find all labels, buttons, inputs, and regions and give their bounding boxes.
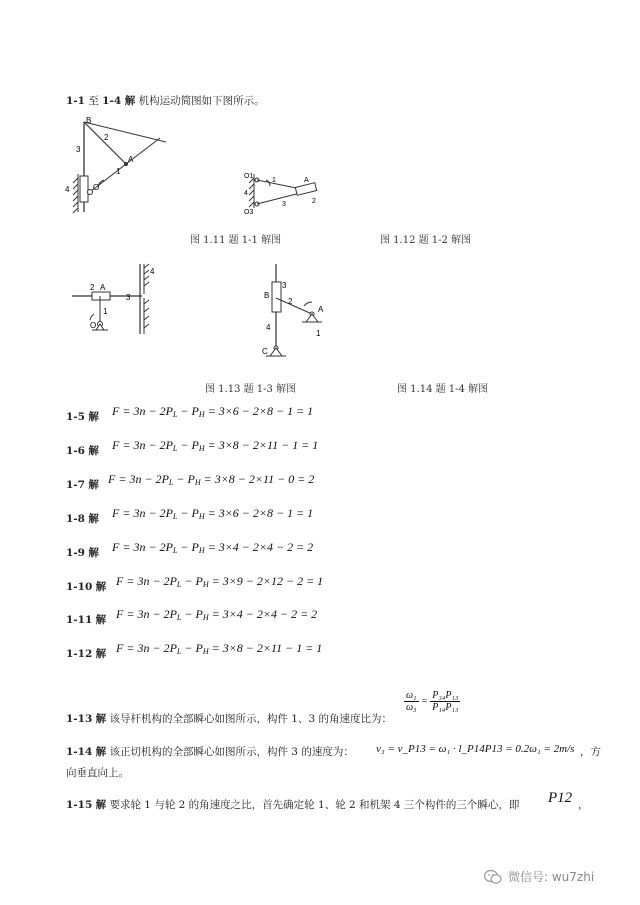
formula-p: P (165, 404, 173, 418)
link-2 (84, 122, 126, 164)
formula-n: n (139, 506, 146, 520)
formula-f: F (112, 404, 120, 418)
formula-sub-h: H (202, 613, 209, 622)
formula-sub-l: L (172, 512, 178, 521)
problem-label: 1-9 (66, 547, 85, 559)
frame-ground-hatch (144, 264, 149, 334)
heading-text: 机构运动简图如下图所示。 (135, 95, 265, 107)
fig14-label-2: 2 (288, 297, 293, 306)
problem-label: 1-5 (66, 411, 85, 423)
fig11-label-o: O (93, 183, 100, 192)
guide-line (84, 122, 166, 142)
watermark (484, 868, 594, 885)
formula-eq: = 3 (119, 506, 140, 520)
formula-sub-l: L (168, 478, 174, 487)
heading-problem-start: 1-1 (66, 95, 85, 107)
fig13-label-3: 3 (126, 293, 131, 302)
formula-minus2: − 2 (145, 540, 166, 554)
dof-formula (116, 574, 323, 589)
formula-calculation: = 3×6 − 2×8 − 1 = 1 (207, 506, 314, 520)
problem-label: 1-12 (66, 648, 93, 660)
problem-text: 该正切机构的全部瞬心如图所示，构件 3 的速度为： (109, 746, 354, 758)
dof-formula (116, 641, 322, 656)
solution-marker: 解 (88, 479, 99, 491)
formula-p: P (195, 574, 203, 588)
formula-sub-l: L (172, 410, 178, 419)
formula-minus2: − 2 (149, 607, 170, 621)
formula-p: P (191, 438, 199, 452)
formula-p: P (169, 607, 177, 621)
solution-marker: 解 (88, 547, 99, 559)
problem-1-15 (66, 798, 519, 812)
formula-p: P (191, 540, 199, 554)
formula-n: n (139, 404, 146, 418)
figure-1-14 (250, 262, 340, 366)
slider-block (272, 282, 281, 312)
formula-p: P (169, 574, 177, 588)
figure-1-13 (70, 262, 160, 342)
solution-marker: 解 (95, 746, 107, 758)
formula-f: F (116, 607, 124, 621)
formula-minus: − (177, 506, 192, 520)
formula-minus: − (177, 404, 192, 418)
dof-formula (116, 607, 317, 622)
formula-sub-l: L (172, 444, 178, 453)
fig11-label-2: 2 (104, 133, 109, 142)
problem-label: 1-7 (66, 479, 85, 491)
problem-text: 该导杆机构的全部瞬心如图所示，构件 1、3 的角速度比为： (109, 713, 393, 725)
fig12-label-1: 1 (272, 177, 276, 184)
problem-row (66, 613, 106, 627)
fig14-label-a: A (318, 305, 324, 314)
problem-row (66, 546, 99, 560)
problem-row (66, 512, 99, 526)
dof-formula (112, 506, 313, 521)
formula-n: n (139, 438, 146, 452)
formula-p: P (165, 540, 173, 554)
formula-eq: = 3 (119, 438, 140, 452)
problem-label: 1-10 (66, 581, 93, 593)
fig11-label-1: 1 (116, 167, 121, 176)
slider-block (80, 176, 88, 202)
formula-sub-h: H (198, 444, 205, 453)
formula-minus: − (181, 607, 196, 621)
formula-f: F (112, 438, 120, 452)
velocity-formula: v₃ = v_P13 = ω₁ · l_P14P13 = 0.2ω₁ = 2m/s (376, 743, 575, 755)
formula-n: n (143, 641, 150, 655)
fig13-label-4: 4 (150, 267, 155, 276)
problem-1-14 (66, 745, 354, 759)
formula-sub-h: H (198, 546, 205, 555)
formula-n: n (143, 574, 150, 588)
formula-f: F (108, 472, 116, 486)
figure-1-12 (240, 168, 330, 220)
formula-minus2: − 2 (149, 574, 170, 588)
formula-sub-l: L (176, 613, 182, 622)
heading-problem-end: 1-4 (102, 95, 122, 107)
formula-calculation: = 3×6 − 2×8 − 1 = 1 (207, 404, 314, 418)
formula-p: P (195, 607, 203, 621)
solution-marker: 解 (88, 513, 99, 525)
formula-calculation: = 3×8 − 2×11 − 1 = 1 (207, 438, 319, 452)
wechat-icon (484, 869, 502, 885)
formula-p: P (165, 506, 173, 520)
angular-ratio-formula (404, 690, 460, 713)
heading-to: 至 (84, 95, 103, 107)
formula-eq: = 3 (119, 540, 140, 554)
formula-sub-l: L (176, 647, 182, 656)
formula-eq: = 3 (115, 472, 136, 486)
solution-marker: 解 (88, 411, 99, 423)
formula-sub-h: H (198, 410, 205, 419)
caption-fig-1-11: 图 1.11 题 1-1 解图 (190, 235, 282, 246)
fig12-label-o1: O1 (244, 173, 254, 180)
problem-label: 1-15 (66, 799, 93, 811)
ratio-denominator: ω₃ (406, 702, 417, 713)
fig14-label-4: 4 (266, 323, 271, 332)
formula-calculation: = 3×9 − 2×12 − 2 = 1 (211, 574, 324, 588)
problem-label: 1-6 (66, 445, 85, 457)
figure-1-11 (60, 112, 175, 220)
formula-f: F (112, 506, 120, 520)
fig11-label-4: 4 (65, 185, 70, 194)
problem-row (66, 478, 99, 492)
problem-row (66, 580, 106, 594)
equals-sign: = (421, 695, 428, 707)
problem-row (66, 647, 106, 661)
solution-marker: 解 (95, 614, 107, 626)
formula-sub-h: H (194, 478, 201, 487)
formula-calculation: = 3×4 − 2×4 − 2 = 2 (207, 540, 314, 554)
problem-1-13 (66, 712, 392, 726)
formula-eq: = 3 (123, 641, 144, 655)
fraction-denominator: P₁₄P₁₃ (432, 702, 459, 713)
instant-center-p12: P12 (548, 790, 573, 806)
fig12-label-2: 2 (312, 198, 316, 205)
formula-minus2: − 2 (149, 641, 170, 655)
formula-p: P (161, 472, 169, 486)
solution-marker: 解 (95, 581, 107, 593)
fig14-label-1: 1 (316, 329, 321, 338)
formula-p: P (187, 472, 195, 486)
fig14-label-b: B (264, 291, 270, 300)
fig13-label-a: A (100, 283, 106, 292)
problem-1-14-line2: 向垂直向上。 (66, 767, 129, 779)
formula-p: P (165, 438, 173, 452)
formula-minus2: − 2 (141, 472, 162, 486)
problem-row (66, 444, 99, 458)
fig13-label-2: 2 (90, 283, 95, 292)
fig14-label-c: C (262, 347, 268, 356)
formula-minus: − (173, 472, 188, 486)
formula-calculation: = 3×8 − 2×11 − 0 = 2 (203, 472, 315, 486)
formula-n: n (139, 540, 146, 554)
formula-p: P (195, 641, 203, 655)
caption-fig-1-14: 图 1.14 题 1-4 解图 (397, 384, 489, 395)
formula-minus: − (181, 641, 196, 655)
problem-label: 1-13 (66, 713, 93, 725)
problem-1-14-tail: ，方 (580, 746, 601, 758)
solution-marker: 解 (95, 713, 107, 725)
formula-f: F (116, 574, 124, 588)
fig12-label-a: A (304, 177, 309, 184)
formula-minus: − (177, 540, 192, 554)
ratio-numerator: ω₁ (406, 690, 417, 701)
formula-minus: − (181, 574, 196, 588)
fig11-label-3: 3 (76, 145, 81, 154)
problem-label: 1-11 (66, 614, 93, 626)
slider-block (92, 292, 110, 300)
fig13-label-1: 1 (103, 307, 108, 316)
fig13-label-o: O (90, 321, 97, 330)
formula-eq: = 3 (123, 607, 144, 621)
formula-sub-l: L (176, 580, 182, 589)
formula-p: P (191, 506, 199, 520)
caption-fig-1-12: 图 1.12 题 1-2 解图 (380, 235, 472, 246)
formula-sub-l: L (172, 546, 178, 555)
solution-marker: 解 (88, 445, 99, 457)
dof-formula (112, 404, 313, 419)
formula-calculation: = 3×8 − 2×11 − 1 = 1 (211, 641, 323, 655)
dof-formula (112, 438, 318, 453)
formula-eq: = 3 (123, 574, 144, 588)
fig12-label-o3: O3 (244, 209, 254, 216)
formula-f: F (112, 540, 120, 554)
heading-solution-marker: 解 (121, 95, 136, 107)
problem-label: 1-14 (66, 746, 93, 758)
problem-label: 1-8 (66, 513, 85, 525)
fraction-numerator: P₃₄P₁₃ (432, 690, 459, 701)
solution-marker: 解 (95, 799, 107, 811)
caption-fig-1-13: 图 1.13 题 1-3 解图 (205, 384, 297, 395)
problem-1-15-tail: ， (578, 799, 589, 811)
watermark-label: 微信号: wu7zhi (508, 870, 595, 884)
frame-ground-hatch (73, 174, 78, 213)
problem-row (66, 410, 99, 424)
formula-n: n (143, 607, 150, 621)
fig12-label-3: 3 (282, 201, 286, 208)
fig12-label-4: 4 (244, 190, 248, 197)
formula-minus2: − 2 (145, 404, 166, 418)
problem-text: 要求轮 1 与轮 2 的角速度之比，首先确定轮 1、轮 2 和机架 4 三个构件的三个瞬心，即 (109, 799, 520, 811)
slider-block (295, 183, 316, 196)
formula-sub-h: H (202, 580, 209, 589)
dof-formula (108, 472, 314, 487)
formula-minus: − (177, 438, 192, 452)
formula-calculation: = 3×4 − 2×4 − 2 = 2 (211, 607, 318, 621)
fig11-label-a: A (128, 155, 134, 164)
formula-sub-h: H (202, 647, 209, 656)
formula-minus2: − 2 (145, 506, 166, 520)
formula-sub-h: H (198, 512, 205, 521)
formula-p: P (191, 404, 199, 418)
fig14-label-3: 3 (282, 281, 287, 290)
formula-p: P (169, 641, 177, 655)
formula-minus2: − 2 (145, 438, 166, 452)
fig11-label-b: B (86, 116, 92, 125)
formula-n: n (135, 472, 142, 486)
heading (66, 94, 265, 108)
dof-formula (112, 540, 313, 555)
formula-eq: = 3 (119, 404, 140, 418)
solution-marker: 解 (95, 648, 107, 660)
formula-f: F (116, 641, 124, 655)
